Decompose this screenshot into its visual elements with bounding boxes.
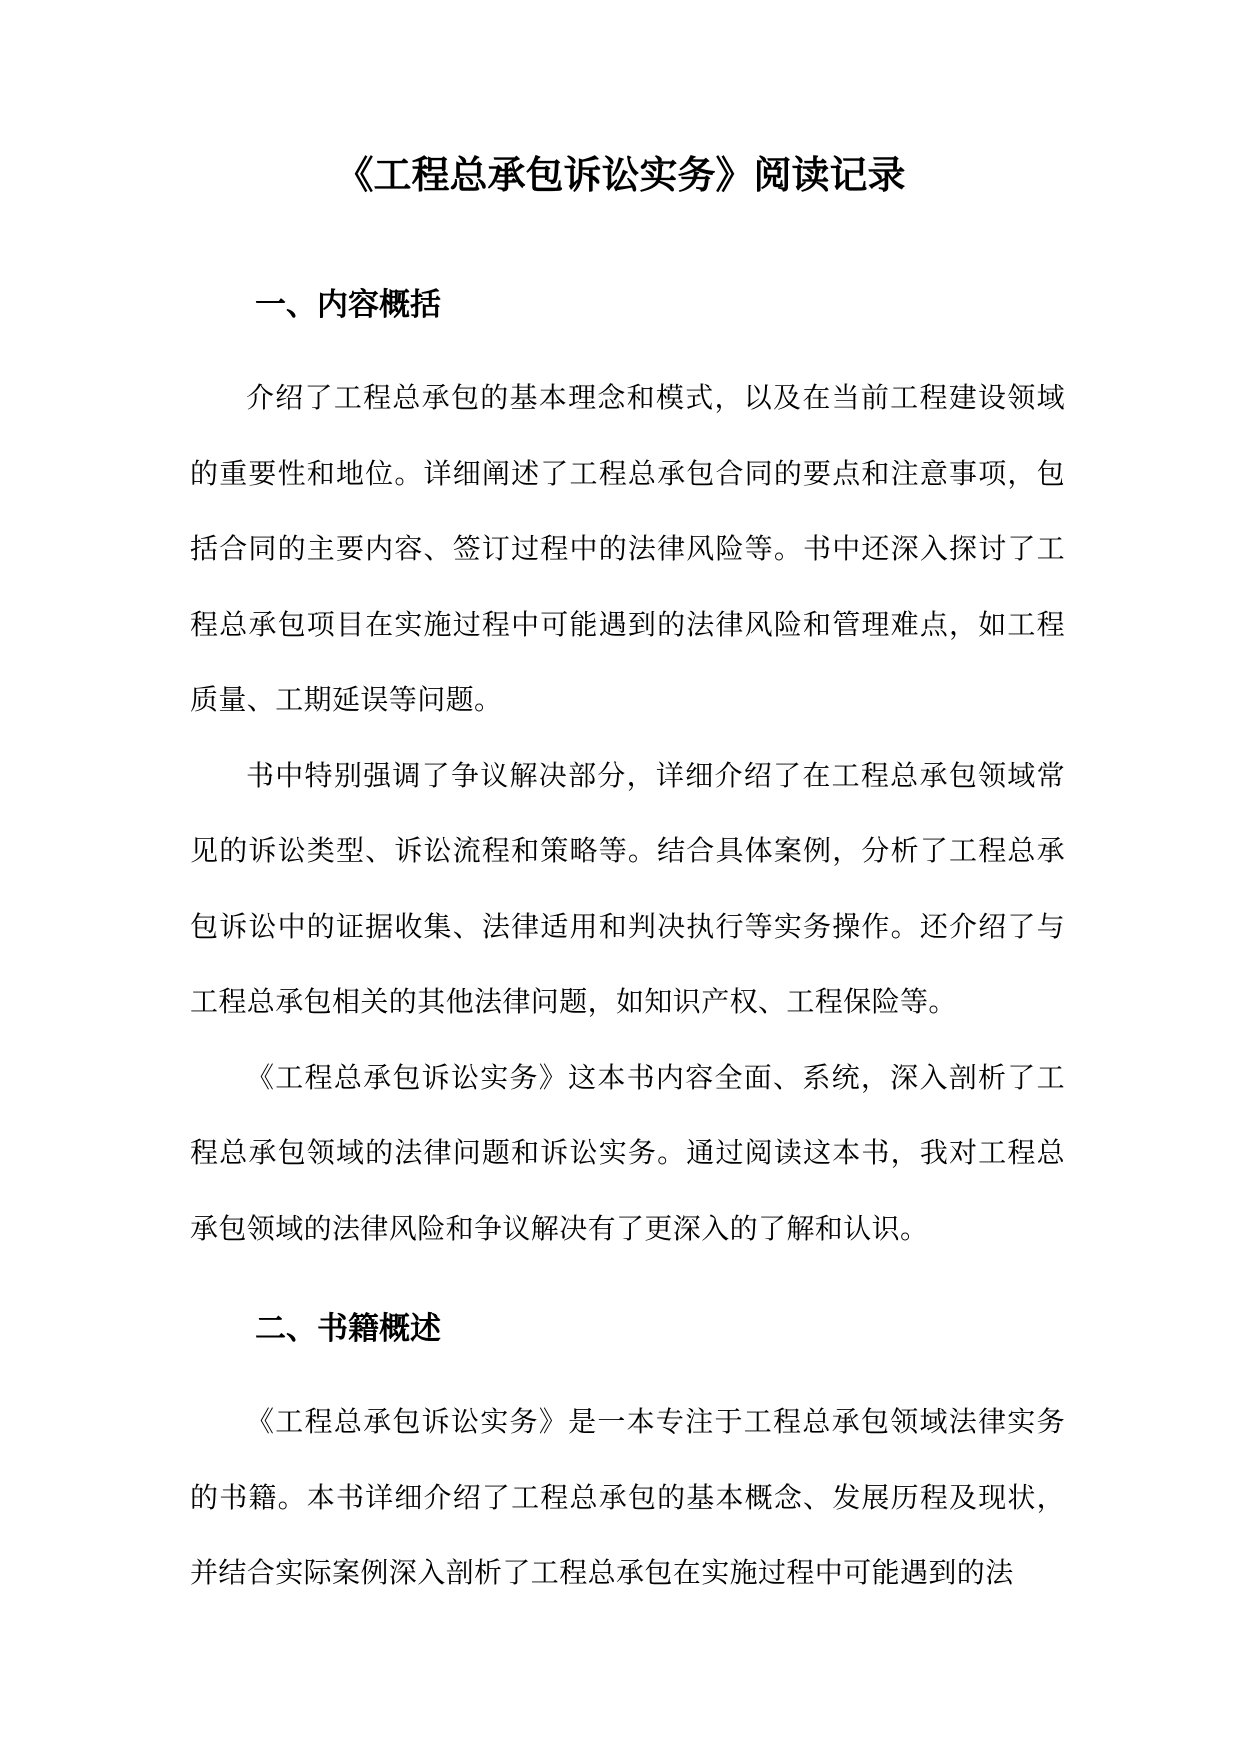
paragraph: 《工程总承包诉讼实务》是一本专注于工程总承包领域法律实务的书籍。本书详细介绍了工程总承包的基本概念、发展历程及现状，并结合实际案例深入剖析了工程总承包在实施过程中可能遇到的法 <box>190 1405 1065 1589</box>
paragraph: 书中特别强调了争议解决部分，详细介绍了在工程总承包领域常见的诉讼类型、诉讼流程和策略等。结合具体案例，分析了工程总承包诉讼中的证据收集、法律适用和判决执行等实务操作。还介绍了与工程总承包相关的其他法律问题，如知识产权、工程保险等。 <box>190 758 1065 1018</box>
document-title: 《工程总承包诉讼实务》阅读记录 <box>335 152 906 197</box>
section-heading-content-summary: 一、内容概括 <box>255 287 441 323</box>
section-body-book-overview <box>190 1384 1065 1611</box>
section-body-content-summary <box>190 360 1065 1266</box>
paragraph: 《工程总承包诉讼实务》这本书内容全面、系统，深入剖析了工程总承包领域的法律问题和诉讼实务。通过阅读这本书，我对工程总承包领域的法律风险和争议解决有了更深入的了解和认识。 <box>190 1060 1065 1245</box>
paragraph: 介绍了工程总承包的基本理念和模式，以及在当前工程建设领域的重要性和地位。详细阐述了工程总承包合同的要点和注意事项，包括合同的主要内容、签订过程中的法律风险等。书中还深入探讨了工程总承包项目在实施过程中可能遇到的法律风险和管理难点，如工程质量、工期延误等问题。 <box>190 381 1065 716</box>
section-heading-book-overview: 二、书籍概述 <box>255 1311 441 1347</box>
